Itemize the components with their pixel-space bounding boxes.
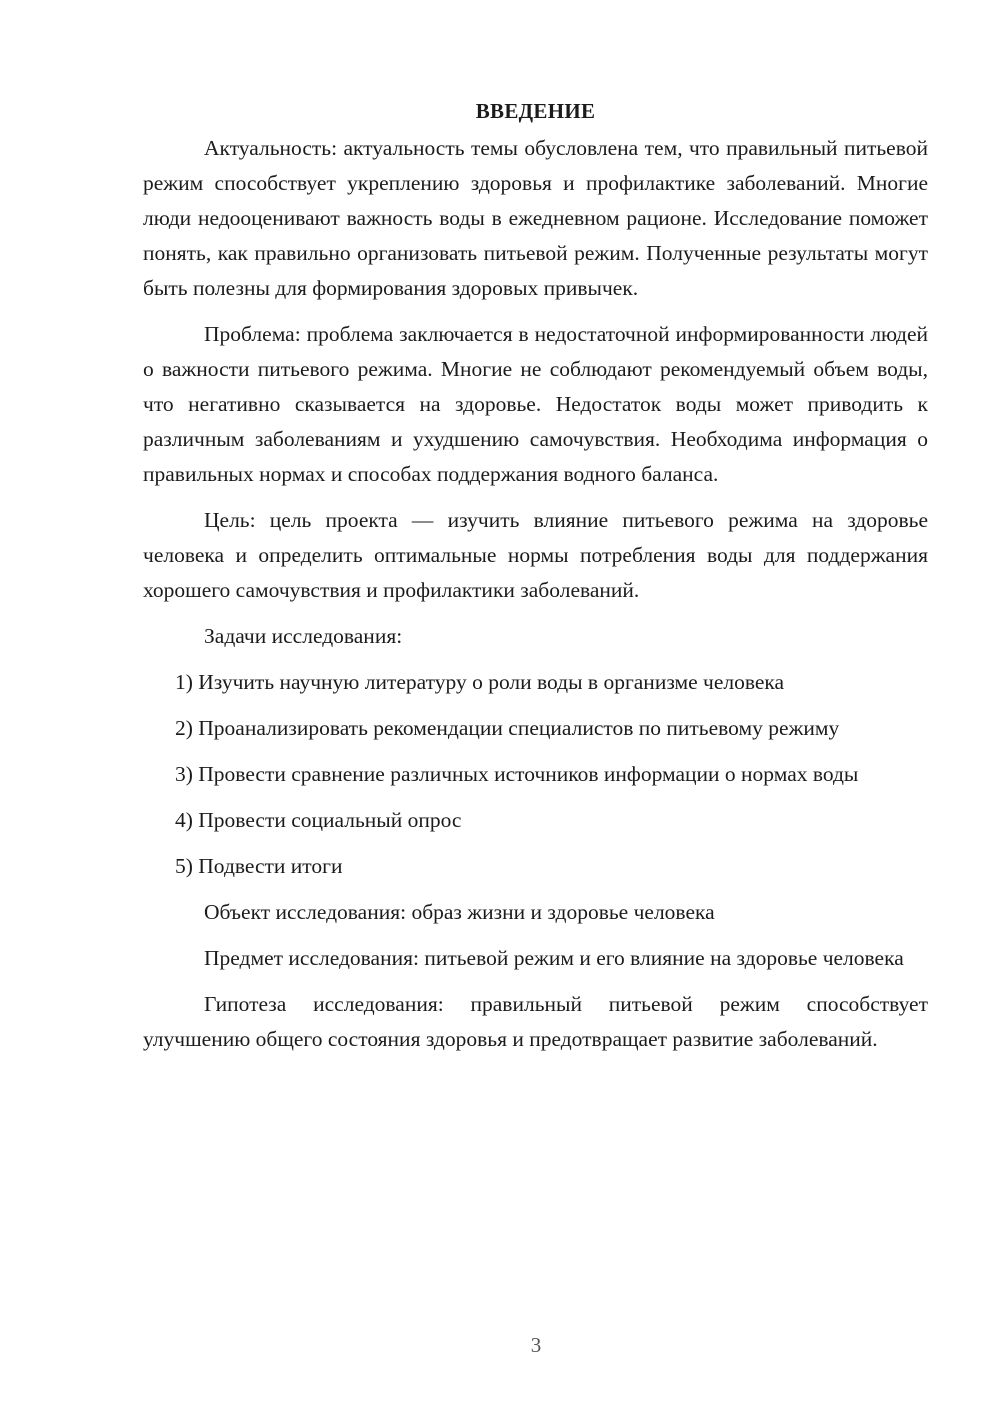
task-item-4: 4) Провести социальный опрос — [175, 808, 462, 832]
task-item-5: 5) Подвести итоги — [175, 854, 343, 878]
task-item-3: 3) Провести сравнение различных источников информации о нормах воды — [175, 762, 859, 786]
task-item-1: 1) Изучить научную литературу о роли воды в организме человека — [175, 670, 785, 694]
task-item-2: 2) Проанализировать рекомендации специалистов по питьевому режиму — [175, 716, 840, 740]
goal-paragraph: Цель: цель проекта — изучить влияние питьевого режима на здоровье человека и определить оптимальные нормы потребления воды для поддержания хорошего самочувствия и профилактики заболеваний. — [143, 508, 928, 602]
object-paragraph: Объект исследования: образ жизни и здоровье человека — [204, 900, 715, 924]
page-number: 3 — [530, 1333, 542, 1357]
tasks-heading: Задачи исследования: — [204, 624, 403, 648]
subject-paragraph: Предмет исследования: питьевой режим и его влияние на здоровье человека — [204, 946, 904, 970]
problem-paragraph: Проблема: проблема заключается в недостаточной информированности людей о важности питьевого режима. Многие не соблюдают рекомендуемый объем воды, что негативно сказывается на здоровье. Недостаток воды может приводить к различным заболеваниям и ухудшению самочувствия. Необходима информация о правильных нормах и способах поддержания водного баланса. — [143, 322, 928, 486]
relevance-paragraph: Актуальность: актуальность темы обусловлена тем, что правильный питьевой режим способствует укреплению здоровья и профилактике заболеваний. Многие люди недооценивают важность воды в ежедневном рационе. Исследование поможет понять, как правильно организовать питьевой режим. Полученные результаты могут быть полезны для формирования здоровых привычек. — [143, 136, 928, 300]
hypothesis-paragraph: Гипотеза исследования: правильный питьевой режим способствует улучшению общего состояния здоровья и предотвращает развитие заболеваний. — [143, 992, 928, 1051]
page-content — [143, 96, 928, 1068]
section-title: ВВЕДЕНИЕ — [475, 99, 596, 123]
